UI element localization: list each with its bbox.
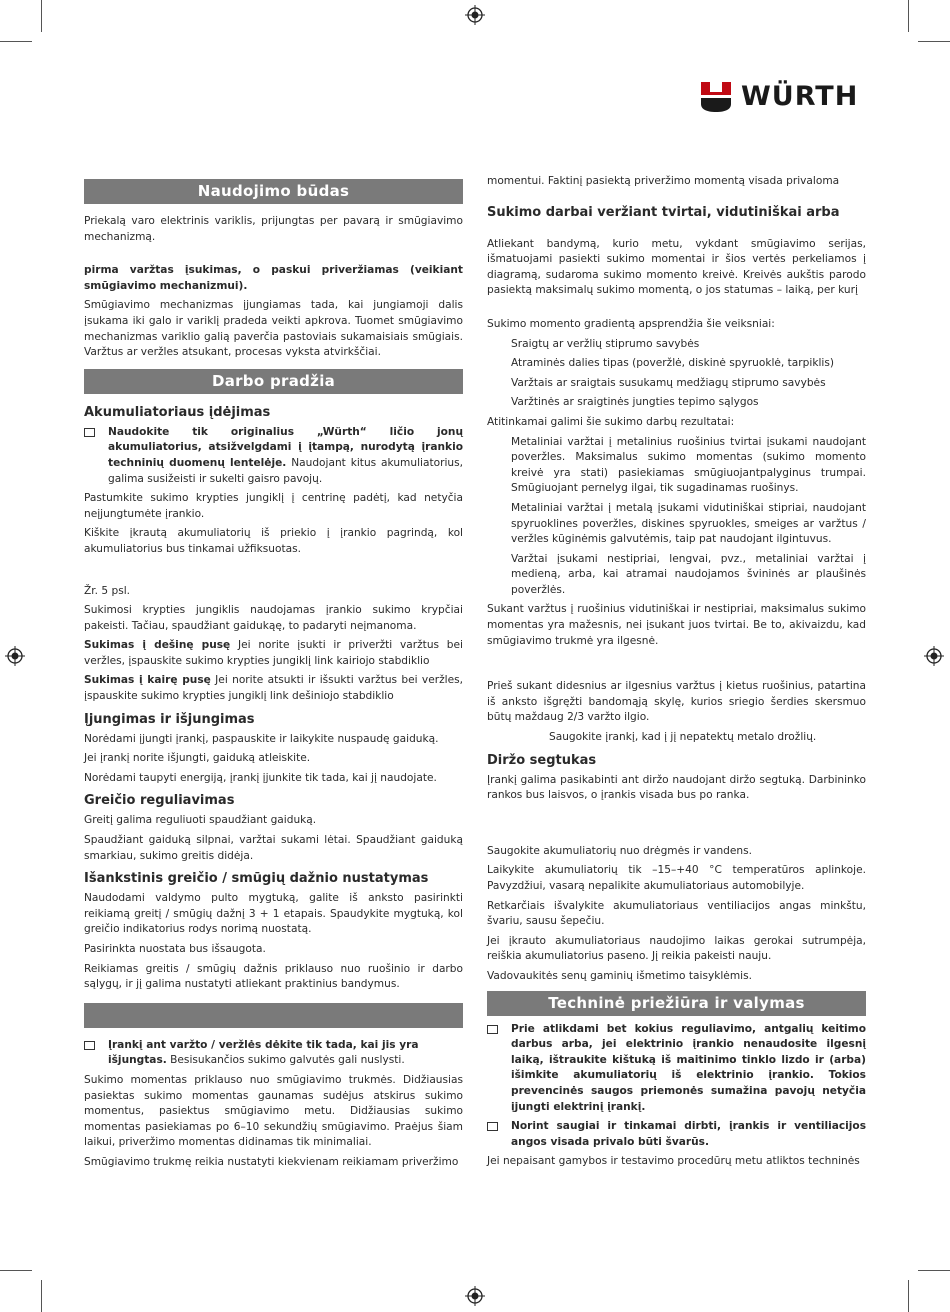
warning-bold: Prie atlikdami bet kokius reguliavimo, antgalių keitimo darbus arba, jei elektrinio įrankio nenaudosite ilgesnį laiką, ištraukite kištuką iš maitinimo tinklo lizdo ir (arba) išimkite akumuliatorių iš elektrinio įrankio. Tokios prevencinės saugos priemonės sumažina pavojų netyčia įjungti elektrinį įrankį. (511, 1022, 866, 1113)
warning-item (84, 425, 463, 487)
paragraph: Retkarčiais išvalykite akumuliatoriaus ventiliacijos angas minkštu, švariu, sausu šepečiu. (487, 899, 866, 928)
bold-label: Sukimas į dešinę pusę (84, 639, 231, 652)
crop-mark (908, 0, 909, 32)
bold-label: Sukimas į kairę pusę (84, 674, 211, 687)
text: Jei norite atsukti ir išsukti varžtus bei veržles, įspauskite sukimo krypties jungiklį link dešiniojo stabdiklio (84, 674, 463, 703)
paragraph: Jei įrankį norite išjungti, gaiduką atleiskite. (84, 752, 311, 765)
paragraph: Kiškite įkrautą akumuliatorių iš priekio į įrankio pagrindą, kol akumuliatorius bus tinkamai užfiksuotas. (84, 527, 463, 555)
list-item: Sraigtų ar veržlių stiprumo savybės (511, 337, 700, 350)
heading-on-off: Įjungimas ir išjungimas (84, 711, 255, 727)
paragraph: Smūgiavimo trukmę reikia nustatyti kiekvienam reikiamam priveržimo (84, 1155, 459, 1168)
heading-belt-clip: Diržo segtukas (487, 752, 597, 768)
list-item: Varžtai įsukami nestipriai, lengvai, pvz., metaliniai varžtai į medieną, arba, kai atramai naudojamos švininės ar plaušinės poveržlės. (511, 552, 866, 596)
heading-battery: Akumuliatoriaus įdėjimas (84, 404, 271, 420)
paragraph: Atitinkamai galimi šie sukimo darbų rezultatai: (487, 415, 735, 428)
registration-mark-icon (465, 5, 485, 25)
paragraph-right-rotation (84, 638, 463, 669)
paragraph: Jei nepaisant gamybos ir testavimo procedūrų metu atliktos techninės (487, 1155, 860, 1168)
left-column (84, 174, 463, 1175)
page-reference: Žr. 5 psl. (84, 584, 131, 597)
checkbox-bullet-icon (487, 1025, 498, 1034)
brand-name: WÜRTH (741, 81, 859, 112)
crop-mark (41, 0, 42, 32)
paragraph: Atliekant bandymą, kurio metu, vykdant smūgiavimo serijas, išmatuojami pasiekti sukimo momentai ir šios vertės perkeliamos į diagramą, sudaroma sukimo momento kreivė. Kreivės aukštis parodo pasiektą maksimalų sukimo momentą, o jos statumas – laiką, per kurį (487, 237, 866, 297)
registration-mark-icon (5, 646, 25, 666)
heading-tightening: Sukimo darbai veržiant tvirtai, vidutiniškai arba (487, 204, 840, 220)
list-item: Metaliniai varžtai į metalinius ruošinius tvirtai įsukami naudojant poveržles. Maksimalus sukimo momentas (sukimo momento kreivė yra stati) pasiekiamas smūgiuojantpalyginus trumpai. Smūgiuojant pernelyg ilgai, tik sugadinamas ruošinys. (511, 435, 866, 495)
paragraph: Greitį galima reguliuoti spaudžiant gaiduką. (84, 814, 317, 827)
bold-paragraph: pirma varžtas įsukimas, o paskui priveržiamas (veikiant smūgiavimo mechanizmui). (84, 264, 463, 292)
section-header-maintenance: Techninė priežiūra ir valymas (487, 991, 866, 1016)
paragraph: Pastumkite sukimo krypties jungiklį į centrinę padėtį, kad netyčia neįjungtumėte įrankio. (84, 492, 463, 520)
paragraph: Norėdami taupyti energiją, įrankį įjunkite tik tada, kai jį naudojate. (84, 771, 437, 784)
text: Jei norite įsukti ir priveržti varžtus bei veržles, įspauskite sukimo krypties jungiklį link kairiojo stabdiklio (84, 639, 463, 667)
warning-item (487, 1119, 866, 1150)
list-item: Varžtinės ar sraigtinės jungties tepimo sąlygos (511, 396, 759, 409)
paragraph: Laikykite akumuliatorių tik –15–+40 °C temperatūros aplinkoje. Pavyzdžiui, vasarą nepalikite akumuliatoriaus automobilyje. (487, 864, 866, 892)
paragraph: Pasirinkta nuostata bus išsaugota. (84, 943, 266, 955)
paragraph: Spaudžiant gaiduką silpnai, varžtai sukami lėtai. Spaudžiant gaiduką smarkiau, sukimo greitis didėja. (84, 834, 463, 862)
paragraph: Prieš sukant didesnius ar ilgesnius varžtus į kietus ruošinius, patartina iš anksto išgręžti bandomąją skylę, kurios sriegio šerdies skersmuo būtų maždaug 2/3 varžto ilgio. (487, 680, 866, 724)
warning-item (84, 1038, 463, 1069)
right-column (487, 174, 866, 1174)
paragraph: Sukimo momentas priklauso nuo smūgiavimo trukmės. Didžiausias pasiektas sukimo momentas gaunamas sudėjus atskirus sukimo momentus, pasiektus smūgiavimo metu. Didžiausias sukimo momentas pasiekiamas po 6–10 sekundžių smūgiavimo. Praėjus šiam laikui, priveržimo momentas didinamas tik minimaliai. (84, 1073, 463, 1149)
crop-mark (0, 1270, 32, 1271)
registration-mark-icon (465, 1286, 485, 1306)
list-item: Metaliniai varžtai į metalą įsukami vidutiniškai stipriai, naudojant spyruoklines poveržles, diskines spyruokles, smeiges ar varžtus / veržles kūginėmis galvutėmis, taip pat naudojant ilgintuvus. (511, 501, 866, 546)
paragraph: Norėdami įjungti įrankį, paspauskite ir laikykite nuspaudę gaiduką. (84, 732, 439, 745)
section-header-start: Darbo pradžia (84, 369, 463, 394)
paragraph: momentui. Faktinį pasiektą priveržimo momentą visada privaloma (487, 175, 840, 187)
heading-speed: Greičio reguliavimas (84, 793, 235, 809)
paragraph: Naudodami valdymo pulto mygtuką, galite iš anksto pasirinkti reikiamą greitį / smūgių dažnį 3 + 1 etapais. Spaudykite mygtuką, kol greičio indikatorius rodys norimą nuostatą. (84, 892, 463, 936)
warning-text: Besisukančios sukimo galvutės gali nuslysti. (166, 1054, 405, 1067)
paragraph: Priekalą varo elektrinis variklis, prijungtas per pavarą ir smūgiavimo mechanizmą. (84, 215, 463, 243)
warning-bold: Naudokite tik originalius „Würth“ ličio jonų akumuliatorius, atsižvelgdami į įtampą, nurodytą įrankio techninių duomenų lentelėje. (108, 425, 463, 469)
paragraph: Sukimosi krypties jungiklis naudojamas įrankio sukimo krypčiai pakeisti. Tačiau, spaudžiant gaidukąę, to padaryti neįmanoma. (84, 604, 463, 632)
paragraph: Saugokite akumuliatorių nuo drėgmės ir vandens. (487, 844, 753, 857)
list-item: Varžtais ar sraigtais susukamų medžiagų stiprumo savybės (511, 376, 826, 389)
section-header-blank (84, 1003, 463, 1028)
warning-bold: Norint saugiai ir tinkamai dirbti, įrankis ir ventiliacijos angos visada privalo būti švarūs. (511, 1120, 866, 1148)
crop-mark (0, 41, 32, 42)
paragraph: Įrankį galima pasikabinti ant diržo naudojant diržo segtuką. Darbininko rankos bus laisvos, o įrankis visada bus po ranka. (487, 773, 866, 802)
wurth-emblem-icon (699, 80, 733, 114)
checkbox-bullet-icon (84, 428, 95, 437)
warning-text: Naudojant kitus akumuliatorius, galima susižeisti ir sukelti gaisro pavojų. (108, 456, 464, 485)
crop-mark (41, 1280, 42, 1312)
warning-bold: Įrankį ant varžto / veržlės dėkite tik tada, kai jis yra išjungtas. (108, 1038, 419, 1067)
crop-mark (918, 41, 950, 42)
registration-mark-icon (924, 646, 944, 666)
paragraph: Sukimo momento gradientą apsprendžia šie veiksniai: (487, 317, 775, 330)
section-header-usage: Naudojimo būdas (84, 179, 463, 204)
wurth-logo (699, 80, 858, 114)
paragraph-left-rotation (84, 673, 463, 704)
checkbox-bullet-icon (487, 1122, 498, 1131)
paragraph: Sukant varžtus į ruošinius vidutiniškai ir nestipriai, maksimalus sukimo momentas yra mažesnis, nei įsukant juos tvirtai. Be to, akivaizdu, kad smūgiavimo trukmė yra ilgesnė. (487, 603, 866, 647)
paragraph: Jei įkrauto akumuliatoriaus naudojimo laikas gerokai sutrumpėja, reiškia akumuliatorius paseno. Jį reikia pakeisti nauju. (487, 934, 866, 963)
checkbox-bullet-icon (84, 1041, 95, 1050)
crop-mark (908, 1280, 909, 1312)
list-item: Atraminės dalies tipas (poveržlė, diskinė spyruoklė, tarpiklis) (511, 357, 834, 370)
heading-preset: Išankstinis greičio / smūgių dažnio nustatymas (84, 871, 429, 887)
warning-item (487, 1022, 866, 1116)
paragraph: Reikiamas greitis / smūgių dažnis priklauso nuo ruošinio ir darbo sąlygų, ir jį galima nustatyti atliekant praktinius bandymus. (84, 962, 463, 991)
paragraph: Saugokite įrankį, kad į jį nepatektų metalo drožlių. (549, 731, 817, 744)
paragraph: Vadovaukitės senų gaminių išmetimo taisyklėmis. (487, 969, 752, 982)
crop-mark (918, 1270, 950, 1271)
paragraph: Smūgiavimo mechanizmas įjungiamas tada, kai jungiamoji dalis įsukama iki galo ir variklį pradeda veikti apkrova. Tuomet smūgiavimo mechanizmas variklio galią paverčia pastoviais sukamaisiais smūgiais. Varžtus ar veržles atsukant, procesas vyksta atvirkščiai. (84, 299, 463, 359)
